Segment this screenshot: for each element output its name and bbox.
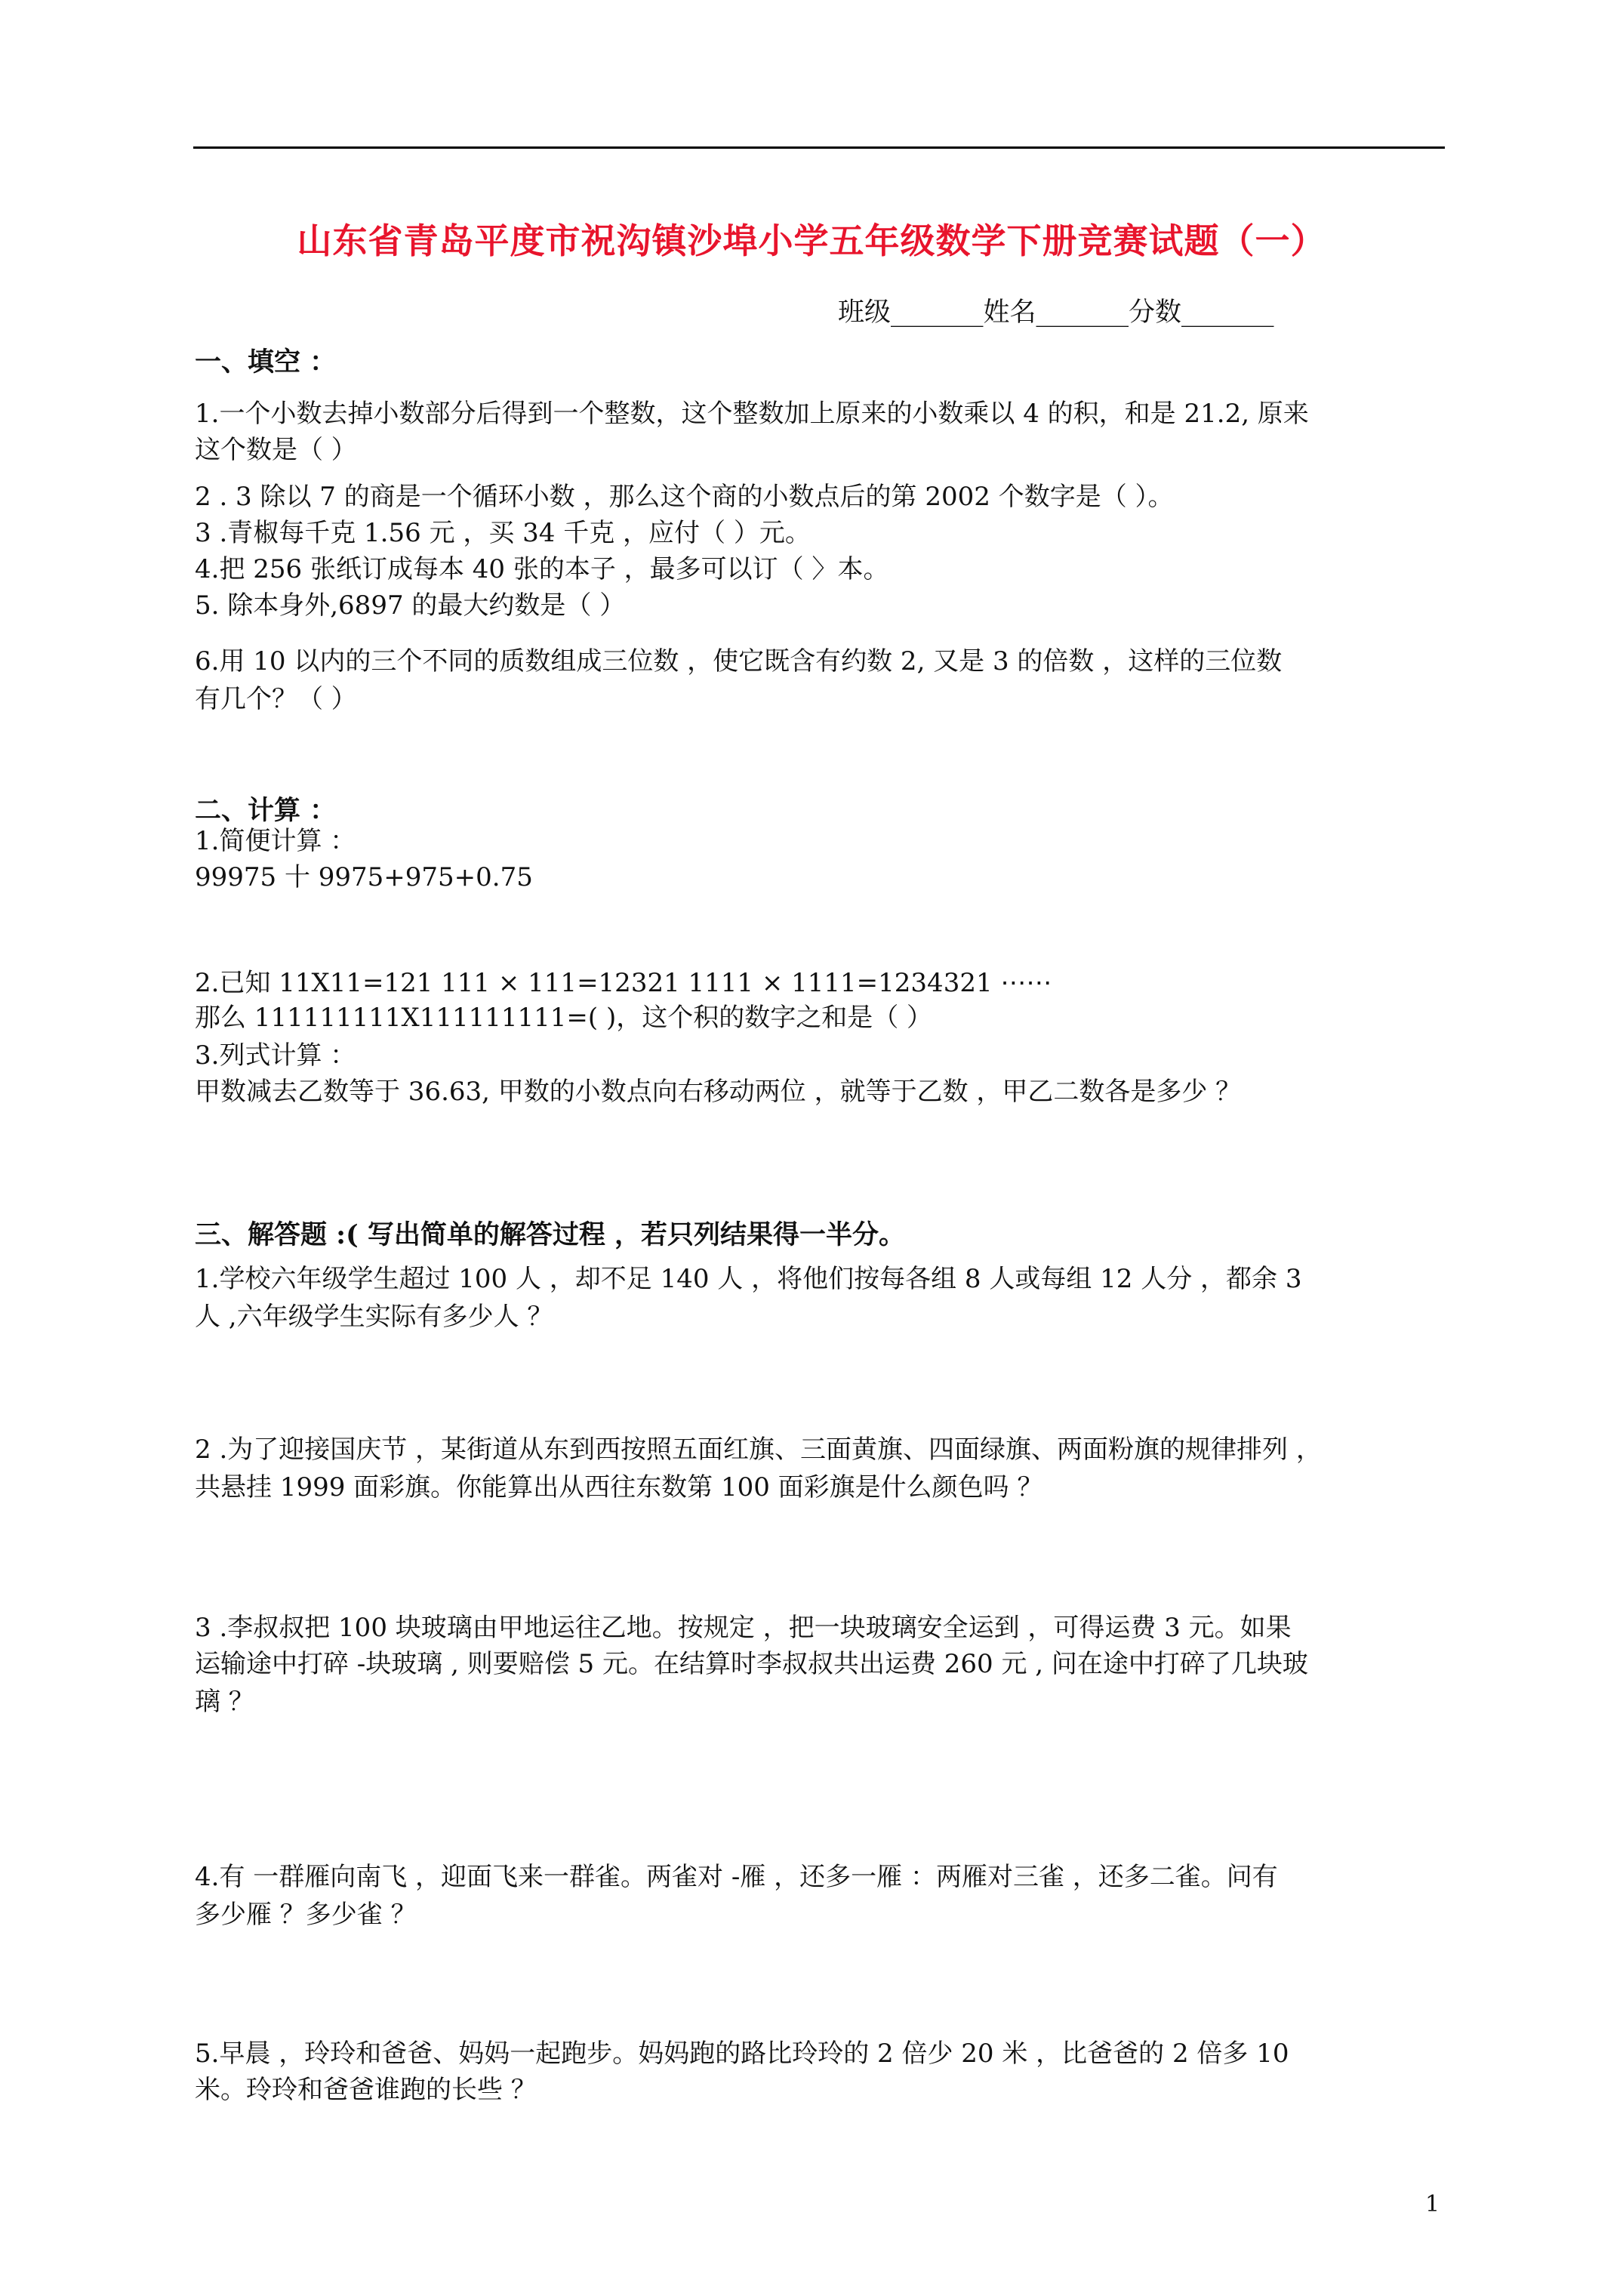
s2-q2-line2: 那么 111111111X111111111=( )，这个积的数字之和是（ ）	[195, 1003, 933, 1033]
header-rule	[193, 146, 1445, 149]
s3-q3-line2: 运输途中打碎 -块玻璃 , 则要赔偿 5 元。在结算时李叔叔共出运费 260 元 , 问在途中打碎了几块玻	[195, 1649, 1308, 1679]
s3-q4-line1: 4.有 一群雁向南飞 ，迎面飞来一群雀。两雀对 -雁 ，还多一雁 ：两雁对三雀 ，还多二雀。问有	[195, 1862, 1278, 1892]
s3-q2-line2: 共悬挂 1999 面彩旗。你能算出从西往东数第 100 面彩旗是什么颜色吗 ？	[195, 1472, 1043, 1502]
s1-q4: 4.把 256 张纸订成每本 40 张的本子 ，最多可以订（ 〉本。	[195, 554, 889, 584]
s3-q5-line2: 米。玲玲和爸爸谁跑的长些 ？	[195, 2075, 537, 2105]
page-title: 山东省青岛平度市祝沟镇沙埠小学五年级数学下册竞赛试题（一）	[297, 220, 1326, 261]
s1-q6-line1: 6.用 10 以内的三个不同的质数组成三位数 ，使它既含有约数 2, 又是 3 的倍数 ，这样的三位数	[195, 646, 1283, 676]
s1-q2: 2 . 3 除以 7 的商是一个循环小数 ，那么这个商的小数点后的第 2002 个数字是（ ）。	[195, 482, 1174, 512]
s1-q1-line2: 这个数是（ ）	[195, 435, 357, 465]
section-1-heading: 一、填空 ：	[195, 347, 337, 378]
s2-q2-line1: 2.已知 11X11=121 111 × 111=12321 1111 × 1111=1234321 ⋯⋯	[195, 968, 1052, 998]
page-number: 1	[1425, 2191, 1440, 2217]
s2-q3-text: 甲数减去乙数等于 36.63, 甲数的小数点向右移动两位 ，就等于乙数 ，甲乙二数各是多少 ？	[195, 1077, 1242, 1107]
s3-q1-line1: 1.学校六年级学生超过 100 人 ，却不足 140 人 ，将他们按每各组 8 人或每组 12 人分 ，都余 3	[195, 1264, 1302, 1294]
student-info-line	[838, 291, 1274, 329]
class-field[interactable]: 班级_______	[838, 297, 984, 328]
s3-q3-line3: 璃 ？	[195, 1687, 254, 1717]
s1-q1-line1: 1.一个小数去掉小数部分后得到一个整数，这个整数加上原来的小数乘以 4 的积，和是 21.2, 原来	[195, 399, 1309, 429]
s3-q2-line1: 2 .为了迎接国庆节 ，某街道从东到西按照五面红旗、三面黄旗、四面绿旗、两面粉旗的规律排列 ，	[195, 1435, 1322, 1465]
s2-q3-label: 3.列式计算 ：	[195, 1040, 356, 1071]
s2-q1-expression: 99975 十 9975+975+0.75	[195, 862, 533, 892]
s3-q1-line2: 人 ,六年级学生实际有多少人 ？	[195, 1302, 553, 1332]
s2-q1-label: 1.简便计算 ：	[195, 826, 356, 856]
section-2-heading: 二、计算 ：	[195, 795, 337, 826]
s3-q3-line1: 3 .李叔叔把 100 块玻璃由甲地运往乙地。按规定 ，把一块玻璃安全运到 ，可得运费 3 元。如果	[195, 1613, 1292, 1643]
name-field[interactable]: 姓名_______	[983, 297, 1129, 328]
s3-q5-line1: 5.早晨 ，玲玲和爸爸、妈妈一起跑步。妈妈跑的路比玲玲的 2 倍少 20 米 ，比爸爸的 2 倍多 10	[195, 2039, 1289, 2069]
s3-q4-line2: 多少雁 ？多少雀 ？	[195, 1900, 417, 1930]
score-field[interactable]: 分数_______	[1129, 297, 1274, 328]
section-3-heading: 三、解答题 :( 写出简单的解答过程 ，若只列结果得一半分。	[195, 1219, 906, 1250]
s1-q3: 3 .青椒每千克 1.56 元 ，买 34 千克 ，应付（ ）元。	[195, 518, 811, 548]
s1-q6-line2: 有几个？（ ）	[195, 684, 357, 714]
s1-q5: 5. 除本身外,6897 的最大约数是（ ）	[195, 590, 626, 621]
